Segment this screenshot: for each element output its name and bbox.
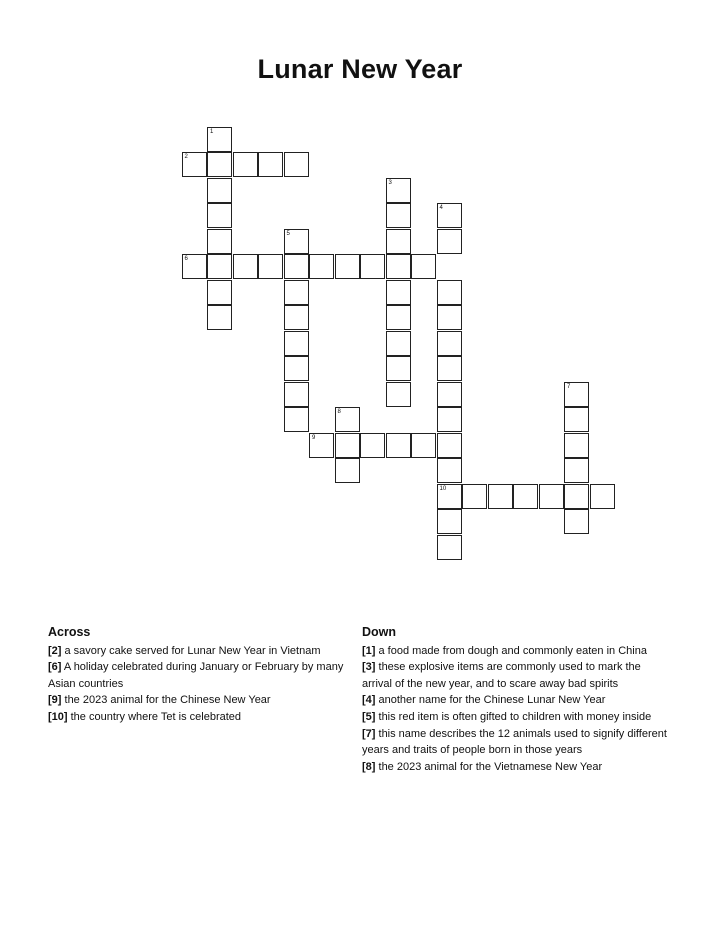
grid-cell[interactable] (437, 331, 462, 356)
grid-cell[interactable] (284, 280, 309, 305)
grid-cell[interactable] (284, 229, 309, 254)
grid-cell[interactable] (437, 433, 462, 458)
clue-label: [8] (362, 760, 376, 773)
grid-cell[interactable] (386, 178, 411, 203)
grid-cell[interactable] (335, 254, 360, 279)
grid-cell[interactable] (284, 152, 309, 177)
grid-cell[interactable] (233, 254, 258, 279)
grid-cell[interactable] (207, 203, 232, 228)
clue-text: this red item is often gifted to children with money inside (375, 710, 652, 723)
clue-label: [5] (362, 710, 376, 723)
clue-text: the country where Tet is celebrated (67, 710, 242, 723)
grid-cell[interactable] (437, 484, 462, 509)
grid-cell[interactable] (258, 254, 283, 279)
across-clue-list (48, 643, 358, 726)
grid-cell[interactable] (513, 484, 538, 509)
clue-text: a food made from dough and commonly eaten in China (375, 644, 647, 657)
clue-number: 9 (312, 434, 316, 441)
grid-cell[interactable] (284, 305, 309, 330)
across-clues (48, 624, 358, 726)
grid-cell[interactable] (386, 254, 411, 279)
clue-label: [9] (48, 694, 62, 707)
grid-cell[interactable] (386, 305, 411, 330)
clue-label: [7] (362, 727, 376, 740)
grid-cell[interactable] (309, 254, 334, 279)
grid-cell[interactable] (564, 407, 589, 432)
grid-cell[interactable] (386, 331, 411, 356)
clue-text: these explosive items are commonly used to mark the arrival of the new year, and to scare away bad spirits (362, 661, 641, 690)
grid-cell[interactable] (437, 203, 462, 228)
clue-text: another name for the Chinese Lunar New Year (375, 694, 606, 707)
grid-cell[interactable] (437, 356, 462, 381)
down-heading: Down (362, 625, 397, 639)
grid-cell[interactable] (411, 433, 436, 458)
clue-label: [3] (362, 661, 376, 674)
down-clue (362, 643, 672, 660)
clue-text: this name describes the 12 animals used to signify different years and traits of people born in those years (362, 727, 667, 757)
grid-cell[interactable] (207, 178, 232, 203)
down-clues (362, 624, 672, 775)
grid-cell[interactable] (437, 280, 462, 305)
grid-cell[interactable] (284, 356, 309, 381)
across-clue (48, 659, 358, 692)
across-clue (48, 692, 358, 709)
grid-cell[interactable] (360, 433, 385, 458)
grid-cell[interactable] (564, 458, 589, 483)
grid-cell[interactable] (386, 382, 411, 407)
grid-cell[interactable] (564, 382, 589, 407)
down-clue (362, 709, 672, 726)
grid-cell[interactable] (437, 229, 462, 254)
clue-text: a savory cake served for Lunar New Year in Vietnam (61, 644, 321, 657)
grid-cell[interactable] (284, 331, 309, 356)
grid-cell[interactable] (284, 407, 309, 432)
clue-label: [10] (48, 710, 68, 723)
grid-cell[interactable] (258, 152, 283, 177)
down-clue (362, 759, 672, 776)
clue-number: 7 (567, 383, 571, 390)
grid-cell[interactable] (437, 509, 462, 534)
grid-cell[interactable] (437, 407, 462, 432)
grid-cell[interactable] (488, 484, 513, 509)
grid-cell[interactable] (590, 484, 615, 509)
grid-cell[interactable] (335, 458, 360, 483)
grid-cell[interactable] (284, 382, 309, 407)
grid-cell[interactable] (437, 458, 462, 483)
grid-cell[interactable] (386, 203, 411, 228)
across-clue (48, 643, 358, 660)
grid-cell[interactable] (360, 254, 385, 279)
grid-cell[interactable] (284, 254, 309, 279)
grid-cell[interactable] (386, 356, 411, 381)
grid-cell[interactable] (411, 254, 436, 279)
clue-number: 6 (184, 256, 188, 262)
grid-cell[interactable] (207, 305, 232, 330)
grid-cell[interactable] (207, 254, 232, 279)
grid-cell[interactable] (182, 152, 207, 177)
clue-text: A holiday celebrated during January or February by many Asian countries (48, 661, 344, 690)
down-clue-list (362, 643, 672, 776)
grid-cell[interactable] (462, 484, 487, 509)
grid-cell[interactable] (335, 433, 360, 458)
clue-label: [1] (362, 644, 376, 657)
grid-cell[interactable] (386, 229, 411, 254)
grid-cell[interactable] (207, 229, 232, 254)
grid-cell[interactable] (564, 484, 589, 509)
grid-cell[interactable] (437, 305, 462, 330)
grid-cell[interactable] (564, 509, 589, 534)
clue-text: the 2023 animal for the Chinese New Year (61, 694, 271, 707)
clue-number: 8 (337, 409, 341, 415)
grid-cell[interactable] (386, 280, 411, 305)
clue-text: the 2023 animal for the Vietnamese New Year (375, 760, 603, 773)
grid-cell[interactable] (207, 152, 232, 177)
clue-number: 1 (210, 128, 214, 135)
clue-number: 3 (388, 179, 392, 186)
grid-cell[interactable] (182, 254, 207, 279)
grid-cell[interactable] (207, 280, 232, 305)
down-clue (362, 692, 672, 709)
grid-cell[interactable] (564, 433, 589, 458)
grid-cell[interactable] (335, 407, 360, 432)
clue-label: [2] (48, 644, 62, 657)
clue-label: [4] (362, 694, 376, 707)
clue-number: 5 (286, 230, 290, 237)
across-heading: Across (48, 625, 91, 639)
down-clue (362, 726, 672, 759)
grid-cell[interactable] (207, 127, 232, 152)
clue-number: 2 (184, 154, 188, 160)
across-clue (48, 709, 358, 726)
grid-cell[interactable] (437, 535, 462, 560)
page-title: Lunar New Year (257, 54, 463, 84)
grid-cell[interactable] (539, 484, 564, 509)
grid-cell[interactable] (437, 382, 462, 407)
down-clue (362, 659, 672, 692)
grid-cell[interactable] (233, 152, 258, 177)
grid-cell[interactable] (309, 433, 334, 458)
grid-cell[interactable] (386, 433, 411, 458)
clue-number: 4 (439, 205, 443, 211)
clue-label: [6] (48, 661, 62, 674)
clue-number: 10 (439, 485, 447, 492)
